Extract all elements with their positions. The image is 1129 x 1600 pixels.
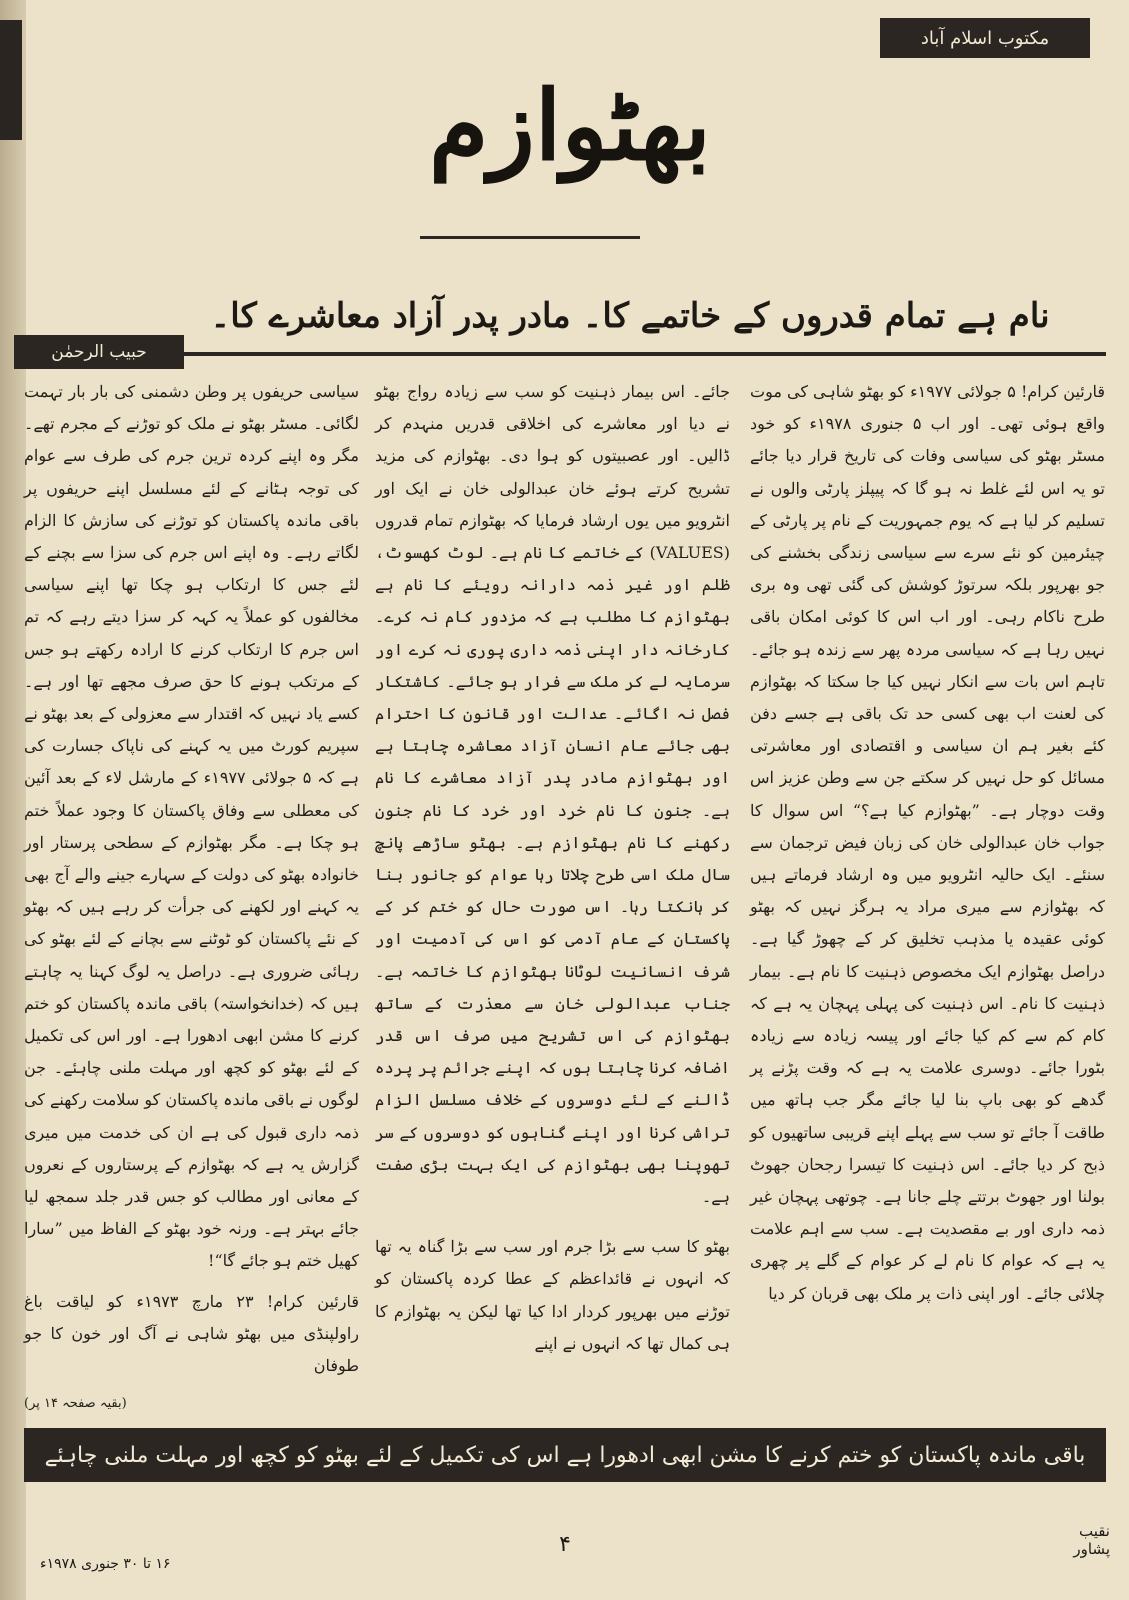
subtitle: نام ہے تمام قدروں کے خاتمے کا۔ مادر پدر آزاد معاشرے کا۔ bbox=[210, 295, 1050, 336]
adjacent-page-edge bbox=[0, 0, 26, 1600]
publication-name: نقیب پشاور bbox=[1073, 1522, 1110, 1558]
page-title: بھٹوازم bbox=[429, 68, 711, 182]
article-text: قارئین کرام! ۲۳ مارچ ۱۹۷۳ء کو لیاقت باغ راولپنڈی میں بھٹو شاہی نے آگ اور خون کا جو طوفان bbox=[24, 1291, 360, 1376]
column-top-rule bbox=[184, 352, 1106, 356]
section-tag: مکتوب اسلام آباد bbox=[880, 18, 1090, 58]
continued-note: (بقیہ صفحہ ۱۴ پر) bbox=[24, 1396, 127, 1412]
article-text: قارئین کرام! ۵ جولائی ۱۹۷۷ء کو بھٹو شاہی کی موت واقع ہوئی تھی۔ اور اب ۵ جنوری ۱۹۷۸ء کو خود مسٹر بھٹو کی سیاسی وفات کی تاریخ قرار دیا جائے تو یہ اس لئے غلط نہ ہو گا کہ پیپلز پارٹی والوں نے تسلیم کر لیا ہے کہ یوم جمہوریت کے نام پر پارٹی کے چیئرمین کو نئے سرے سے سیاسی زندگی بخشنے کی جو بھرپور بلکہ سرتوڑ کوشش کی گئی تھی وہ بری طرح ناکام رہی۔ اور اب اس کا کوئی امکان باقی نہیں رہا ہے کہ سیاسی مردہ پھر سے زندہ ہو جائے۔ تاہم اس بات سے انکار نہیں کیا جا سکتا کہ بھٹوازم کی لعنت اب بھی کسی حد تک باقی ہے جسے دفن کئے بغیر ہم ان سیاسی و اقتصادی اور معاشرتی مسائل کو حل نہیں کر سکتے جن سے وطن عزیز اس وقت دوچار ہے۔ ”بھٹوازم کیا ہے؟“ اس سوال کا جواب خان عبدالولی خان کی زبان فیض ترجمان سے سنئے۔ ایک حالیہ انٹرویو میں وہ ارشاد فرماتے ہیں کہ بھٹوازم سے میری مراد یہ ہرگز نہیں کہ بھٹو کوئی عقیدہ یا مذہب تخلیق کر کے چھوڑ گیا ہے۔ دراصل بھٹوازم ایک مخصوص ذہنیت کا نام ہے۔ بیمار ذہنیت کا نام۔ اس ذہنیت کی پہلی پہچان یہ ہے کہ کام کم سے کم کیا جائے اور پیسہ زیادہ سے زیادہ بٹورا جائے۔ دوسری علامت یہ ہے کہ وقت پڑنے پر گدھے کو بھی باپ بنا لیا جائے مگر جب ہاتھ میں طاقت آ جائے تو سب سے پہلے اپنے قریبی ساتھیوں کو ذبح کر دیا جائے۔ اس ذہنیت کا تیسرا رجحان جھوٹ بولنا اور جھوٹ برتتے چلے جانا ہے۔ چوتھی پہچان غیر ذمہ داری اور بے مقصدیت ہے۔ سب سے اہم علامت یہ ہے کہ عوام کا نام لے کر عوام کے گلے پر چھری چلائی جائے۔ اور اپنی ذات پر ملک بھی قربان کر دیا bbox=[750, 382, 1106, 1303]
article-column-right bbox=[750, 376, 1105, 1310]
article-text: سیاسی حریفوں پر وطن دشمنی کی بار بار تہمت لگائی۔ مسٹر بھٹو نے ملک کو توڑنے کے مجرم تھے۔ مگر وہ اپنے کردہ ترین جرم کی طرف سے عوام کی توجہ ہٹانے کے لئے مسلسل اپنے حریفوں پر باقی ماندہ پاکستان کو توڑنے کی سازش کا الزام لگاتے رہے۔ وہ اپنے اس جرم کی سزا سے بچنے کے لئے جس کا ارتکاب ہو چکا تھا اپنے سیاسی مخالفوں کو عملاً یہ کہہ کر سزا دیتے رہے کہ تم اس جرم کا ارتکاب کرنے کا ارادہ رکھتے ہو جس کے مرتکب ہونے کا حق صرف مجھے تھا اور ہے۔ کسے یاد نہیں کہ اقتدار سے معزولی کے بعد بھٹو نے سپریم کورٹ میں یہ کہنے کی ناپاک جسارت کی ہے کہ ۵ جولائی ۱۹۷۷ء کے مارشل لاء کے بعد آئین کی معطلی سے وفاق پاکستان کا وجود عملاً ختم ہو چکا ہے۔ مگر بھٹوازم کے سطحی پرستار اور خانوادہ بھٹو کی دولت کے سہارے جینے والے آج بھی یہ کہنے اور لکھنے کی جرأت کر رہے ہیں کہ بھٹو کے نئے پاکستان کو ٹوٹنے سے بچانے کے لئے بھٹو کی رہائی ضروری ہے۔ دراصل یہ لوگ کہنا یہ چاہتے ہیں کہ (خدانخواستہ) باقی ماندہ پاکستان کو ختم کرنے کا مشن ابھی ادھورا ہے۔ اور اس کی تکمیل کے لئے بھٹو کو کچھ اور مہلت ملنی چاہئے۔ جن لوگوں نے باقی ماندہ پاکستان کو سلامت رکھنے کی ذمہ داری قبول کی ہے ان کی خدمت میں میری گزارش یہ ہے کہ بھٹوازم کے پرستاروں کے نعروں کے معانی اور مطالب کو جس قدر جلد سمجھ لیا جائے بہتر ہے۔ ورنہ خود بھٹو کے الفاظ میں ”سارا کھیل ختم ہو جائے گا“! bbox=[24, 382, 359, 1271]
article-column-middle bbox=[375, 376, 730, 1360]
author-byline: حبیب الرحمٰن bbox=[14, 335, 184, 369]
article-column-left bbox=[24, 376, 359, 1421]
title-divider bbox=[420, 236, 640, 239]
article-text: بھٹو کا سب سے بڑا جرم اور سب سے بڑا گناہ یہ تھا کہ انہوں نے قائداعظم کے عطا کردہ پاکستان کو توڑنے میں بھرپور کردار ادا کیا تھا لیکن یہ بھٹوازم کا ہی کمال تھا کہ انہوں نے اپنے bbox=[375, 1237, 730, 1353]
page-number: ۴ bbox=[559, 1532, 571, 1557]
adjacent-page-fragment bbox=[0, 20, 22, 140]
article-text: جائے۔ اس بیمار ذہنیت کو سب سے زیادہ رواج بھٹو نے دیا اور معاشرے کی اخلاقی قدریں منہدم کر ڈالیں۔ اور عصبیتوں کو ہوا دی۔ بھٹوازم کی مزید تشریح کرتے ہوئے خان عبدالولی خان نے ایک اور انٹرویو میں یوں ارشاد فرمایا کہ بھٹوازم تمام قدروں (VALUES) کے خاتمے کا نام ہے۔ لوٹ کھسوٹ، ظلم اور غیر ذمہ دارانہ رویئے کا نام ہے بھٹوازم کا مطلب ہے کہ مزدور کام نہ کرے۔ کارخانہ دار اپنی ذمہ داری پوری نہ کرے اور سرمایہ لے کر ملک سے فرار ہو جائے۔ کاشتکار فصل نہ اگائے۔ عدالت اور قانون کا احترام بھی جائے عام انسان آزاد معاشرہ چاہتا ہے اور بھٹوازم مادر پدر آزاد معاشرے کا نام ہے۔ جنون کا نام خرد اور خرد کا نام جنون رکھنے کا نام بھٹوازم ہے۔ بھٹو ساڑھے پانچ سال ملک اسی طرح چلاتا رہا عوام کو جانور بنا کر ہانکتا رہا۔ اس صورت حال کو ختم کر کے پاکستان کے عام آدمی کو اس کی آدمیت اور شرف انسانیت لوٹانا بھٹوازم کا خاتمہ ہے۔ جناب عبدالولی خان سے معذرت کے ساتھ بھٹوازم کی اس تشریح میں صرف اس قدر اضافہ کرنا چاہتا ہوں کہ اپنے جرائم پر پردہ ڈالنے کے لئے دوسروں کے خلاف مسلسل الزام تراشی کرنا اور اپنے گناہوں کو دوسروں کے سر تھوپنا بھی بھٹوازم کی ایک بہت بڑی صفت ہے۔ bbox=[375, 382, 730, 1207]
issue-date: ۱۶ تا ۳۰ جنوری ۱۹۷۸ء bbox=[40, 1556, 171, 1572]
pull-quote-banner: باقی ماندہ پاکستان کو ختم کرنے کا مشن ابھی ادھورا ہے اس کی تکمیل کے لئے بھٹو کو کچھ اور مہلت ملنی چاہئے bbox=[24, 1428, 1106, 1482]
